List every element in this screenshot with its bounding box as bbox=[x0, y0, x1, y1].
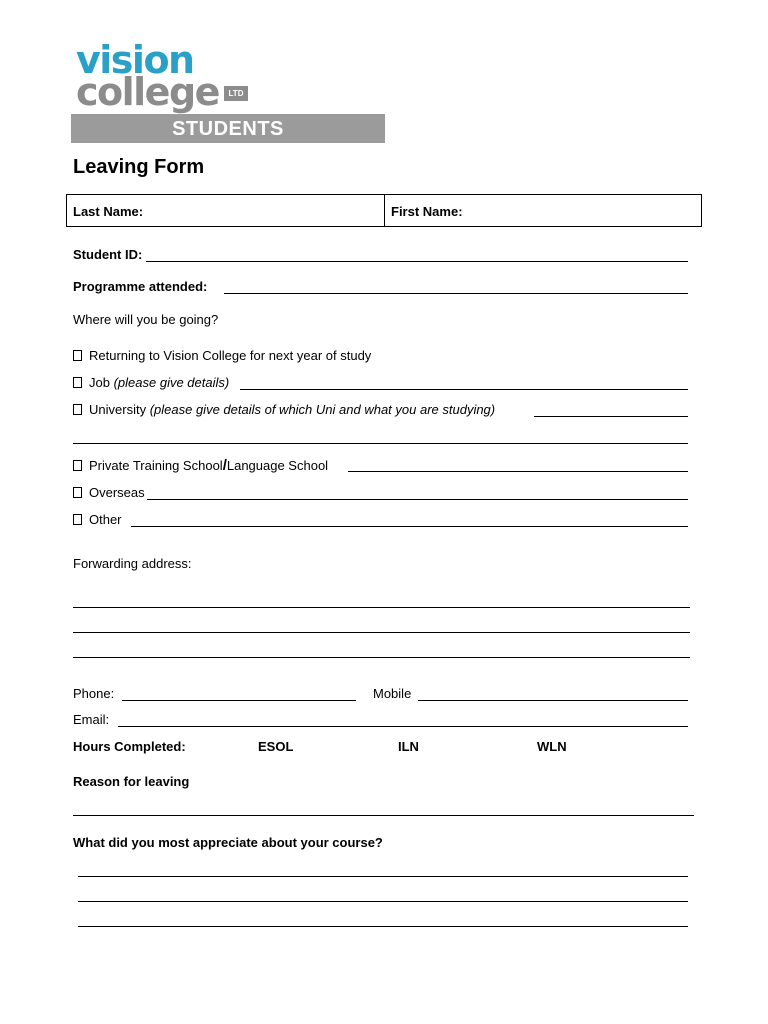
hours-completed-label: Hours Completed: bbox=[73, 739, 186, 754]
hours-wln-label: WLN bbox=[537, 739, 567, 754]
student-id-label: Student ID: bbox=[73, 247, 143, 262]
overseas-checkbox[interactable] bbox=[73, 487, 82, 498]
appreciate-line-1[interactable] bbox=[78, 876, 688, 877]
option-university bbox=[73, 402, 495, 417]
hours-esol-label: ESOL bbox=[258, 739, 294, 754]
private-separator: / bbox=[222, 457, 227, 474]
logo-ltd-badge: LTD bbox=[224, 86, 248, 101]
returning-checkbox[interactable] bbox=[73, 350, 82, 361]
student-id-field[interactable] bbox=[146, 261, 688, 262]
forwarding-address-label: Forwarding address: bbox=[73, 556, 192, 571]
names-divider bbox=[384, 195, 385, 226]
job-label: Job bbox=[89, 375, 110, 390]
programme-field[interactable] bbox=[224, 293, 688, 294]
other-details-field[interactable] bbox=[131, 526, 688, 527]
reason-field[interactable] bbox=[73, 815, 694, 816]
logo-text-vision: vision bbox=[76, 38, 194, 82]
address-line-2[interactable] bbox=[73, 632, 690, 633]
option-private bbox=[73, 457, 328, 474]
option-other bbox=[73, 512, 122, 527]
address-line-3[interactable] bbox=[73, 657, 690, 658]
option-job bbox=[73, 375, 229, 390]
first-name-field[interactable]: First Name: bbox=[391, 204, 463, 219]
overseas-label: Overseas bbox=[89, 485, 145, 500]
logo-text-college: college bbox=[76, 70, 219, 114]
other-checkbox[interactable] bbox=[73, 514, 82, 525]
job-details-field[interactable] bbox=[240, 389, 688, 390]
job-checkbox[interactable] bbox=[73, 377, 82, 388]
last-name-field[interactable]: Last Name: bbox=[73, 204, 144, 219]
students-banner: STUDENTS bbox=[71, 114, 385, 143]
page-title: Leaving Form bbox=[73, 156, 205, 178]
private-label-rest: Language School bbox=[226, 458, 329, 473]
appreciate-line-2[interactable] bbox=[78, 901, 688, 902]
names-box bbox=[66, 194, 702, 227]
mobile-label: Mobile bbox=[373, 686, 412, 701]
reason-label: Reason for leaving bbox=[73, 774, 190, 789]
programme-label: Programme attended: bbox=[73, 279, 208, 294]
private-details-field[interactable] bbox=[348, 471, 688, 472]
college-logo bbox=[76, 40, 251, 114]
university-label: University bbox=[89, 402, 147, 417]
returning-label: Returning to Vision College for next year of study bbox=[89, 348, 372, 363]
other-label: Other bbox=[89, 512, 122, 527]
email-label: Email: bbox=[73, 712, 110, 727]
phone-label: Phone: bbox=[73, 686, 115, 701]
appreciate-question: What did you most appreciate about your course? bbox=[73, 835, 383, 850]
overseas-details-field[interactable] bbox=[147, 499, 688, 500]
university-checkbox[interactable] bbox=[73, 404, 82, 415]
private-label: Private Training School bbox=[89, 458, 223, 473]
job-note: (please give details) bbox=[113, 375, 230, 390]
email-field[interactable] bbox=[118, 726, 688, 727]
hours-iln-label: ILN bbox=[398, 739, 419, 754]
university-details-field-2[interactable] bbox=[73, 443, 688, 444]
phone-field[interactable] bbox=[122, 700, 356, 701]
option-overseas bbox=[73, 485, 145, 500]
mobile-field[interactable] bbox=[418, 700, 688, 701]
address-line-1[interactable] bbox=[73, 607, 690, 608]
appreciate-line-3[interactable] bbox=[78, 926, 688, 927]
university-note: (please give details of which Uni and what you are studying) bbox=[149, 402, 496, 417]
private-checkbox[interactable] bbox=[73, 460, 82, 471]
university-details-field[interactable] bbox=[534, 416, 688, 417]
option-returning bbox=[73, 348, 371, 363]
where-going-question: Where will you be going? bbox=[73, 312, 219, 327]
